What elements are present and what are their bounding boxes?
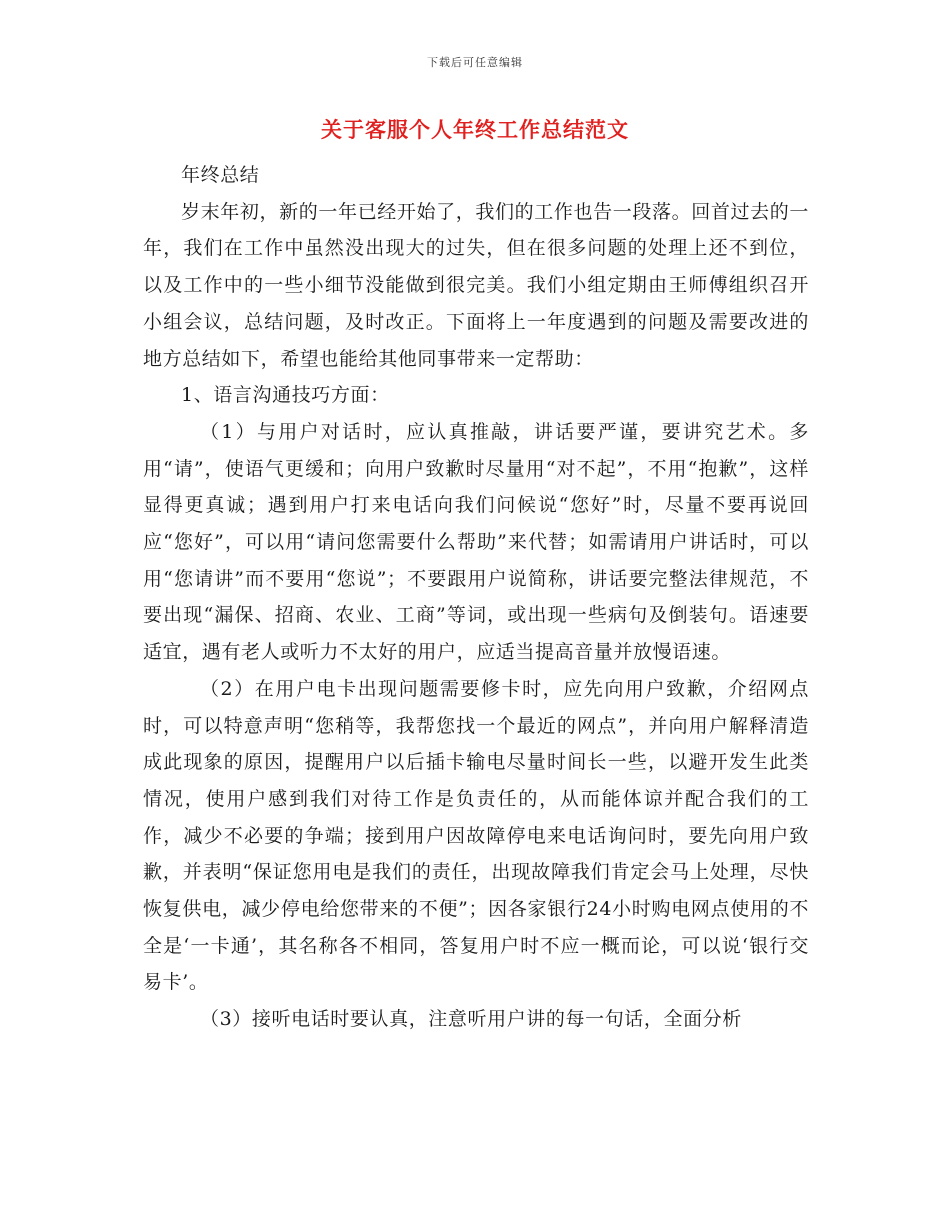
document-title: 关于客服个人年终工作总结范文: [321, 117, 629, 142]
section-label: 年终总结: [181, 164, 260, 186]
paragraph-item-3: （3）接听电话时要认真，注意听用户讲的每一句话，全面分析: [200, 1008, 742, 1031]
paragraph-item-1: （1）与用户对话时，应认真推敲，讲话要严谨，要讲究艺术。多用“请”，使语气更缓和；向用户致歉时尽量用“对不起”，不用“抱歉”，这样显得更真诚；遇到用户打来电话向我们问候说“您好”时，尽量不要再说回应“您好”，可以用“请问您需要什么帮助”来代替；如需请用户讲话时，可以用“您请讲”而不要用“您说”；不要跟用户说简称，讲话要完整法律规范，不要出现“漏保、招商、农业、工商”等词，或出现一些病句及倒装句。语速要适宜，遇有老人或听力不太好的用户，应适当提高音量并放慢语速。: [143, 420, 809, 664]
subheading-language-skills: 1、语言沟通技巧方面：: [181, 384, 390, 407]
document-body: [143, 157, 809, 1038]
paragraph-intro: 岁末年初，新的一年已经开始了，我们的工作也告一段落。回首过去的一年，我们在工作中虽然没出现大的过失，但在很多问题的处理上还不到位，以及工作中的一些小细节没能做到很完美。我们小组定期由王师傅组织召开小组会议，总结问题，及时改正。下面将上一年度遇到的问题及需要改进的地方总结如下，希望也能给其他同事带来一定帮助：: [143, 200, 809, 370]
header-note: 下载后可任意编辑: [427, 56, 523, 69]
paragraph-item-2: （2）在用户电卡出现问题需要修卡时，应先向用户致歉，介绍网点时，可以特意声明“您稍等，我帮您找一个最近的网点”，并向用户解释清造成此现象的原因，提醒用户以后插卡输电尽量时间长一些，以避开发生此类情况，使用户感到我们对待工作是负责任的，从而能体谅并配合我们的工作，减少不必要的争端；接到用户因故障停电来电话询问时，要先向用户致歉，并表明“保证您用电是我们的责任，出现故障我们肯定会马上处理，尽快恢复供电，减少停电给您带来的不便”；因各家银行24小时购电网点使用的不全是‘一卡通’，其名称各不相同，答复用户时不应一概而论，可以说‘银行交易卡’。: [143, 677, 809, 994]
